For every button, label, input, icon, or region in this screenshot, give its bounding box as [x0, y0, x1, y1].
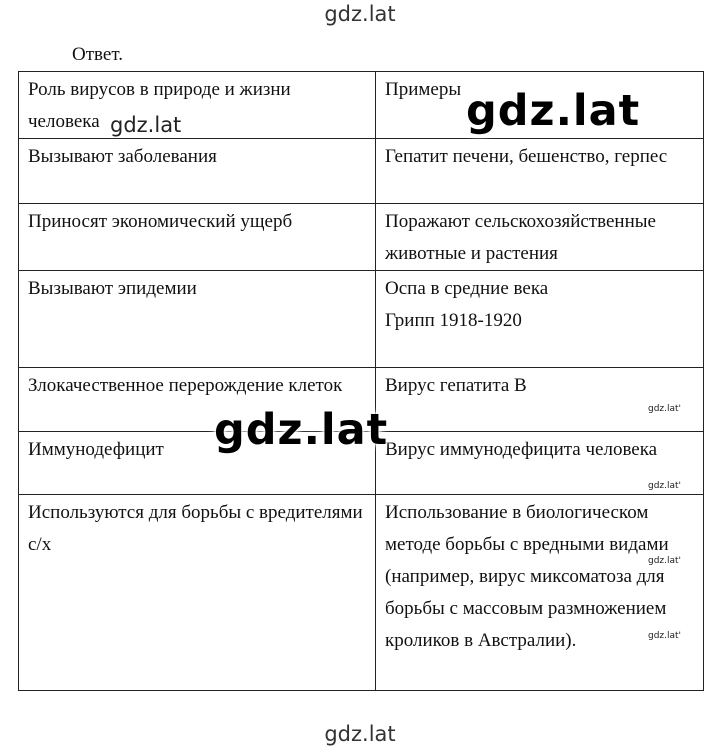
watermark-small: gdz.lat' [648, 481, 682, 491]
example-cell: Поражают сельскохозяйственные животные и растения [376, 204, 704, 271]
example-cell: Вирус иммунодефицита человека [376, 432, 704, 495]
example-cell: Гепатит печени, бешенство, герпес [376, 139, 704, 204]
example-cell: Вирус гепатита В [376, 368, 704, 432]
table-row [19, 204, 704, 271]
table-row [19, 271, 704, 368]
example-cell: Оспа в средние века Грипп 1918-1920 [376, 271, 704, 368]
role-cell: Вызывают эпидемии [19, 271, 376, 368]
table-row [19, 139, 704, 204]
answer-label: Ответ. [72, 44, 123, 65]
watermark-bottom: gdz.lat [324, 722, 396, 746]
watermark-small: gdz.lat' [648, 404, 682, 414]
table-row [19, 495, 704, 691]
watermark-small: gdz.lat' [648, 556, 682, 566]
virus-roles-table [18, 71, 704, 691]
role-cell: Используются для борьбы с вредителями с/х [19, 495, 376, 691]
watermark-large-right: gdz.lat [466, 86, 641, 136]
role-cell: Злокачественное перерождение клеток [19, 368, 376, 432]
watermark-header: gdz.lat [110, 113, 182, 137]
example-cell: Использование в биологическом методе борьбы с вредными видами (например, вирус миксоматоза для борьбы с массовым размножением кроликов в Австралии). [376, 495, 704, 691]
role-cell: Вызывают заболевания [19, 139, 376, 204]
role-cell: Приносят экономический ущерб [19, 204, 376, 271]
header-examples-cell: Примеры [376, 72, 704, 139]
watermark-top: gdz.lat [324, 2, 396, 26]
watermark-large-center: gdz.lat [214, 405, 389, 455]
watermark-small: gdz.lat' [648, 631, 682, 641]
role-cell: Иммунодефицит [19, 432, 376, 495]
header-role-cell: Роль вирусов в природе и жизни человека [19, 72, 376, 139]
